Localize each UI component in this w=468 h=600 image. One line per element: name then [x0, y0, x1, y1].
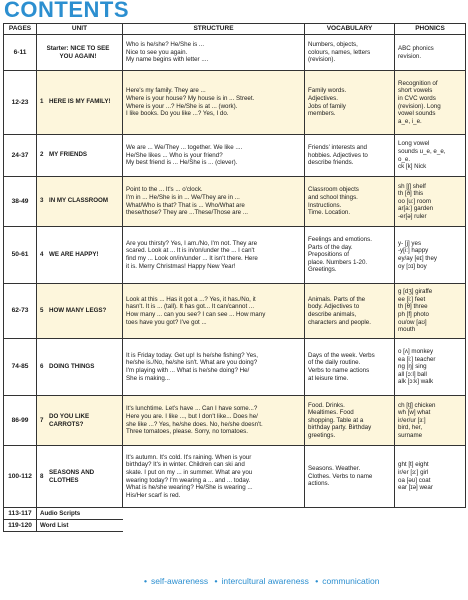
- vocabulary-line: hobbies. Adjectives to: [308, 151, 368, 159]
- unit-title: DO YOU LIKE CARROTS?: [49, 412, 90, 428]
- structure-line: Point to the ... It's ... o'clock.: [126, 186, 203, 194]
- phonics-cell: [395, 71, 466, 135]
- vocabulary-line: Family words.: [308, 87, 347, 95]
- vocabulary-line: Numbers, objects,: [308, 41, 358, 49]
- phonics-line: oa [əʊ] coat: [398, 476, 431, 484]
- vocabulary-cell: [305, 135, 395, 177]
- header-vocabulary: VOCABULARY: [305, 24, 395, 35]
- bullet-icon: •: [214, 576, 218, 586]
- phonics-line: ou/ow [aʊ]: [398, 318, 427, 326]
- structure-line: I'm in ... He/She is in ... We/They are in ...: [126, 193, 240, 201]
- phonics-line: ee [i:] feet: [398, 295, 426, 303]
- unit-number: 7: [40, 416, 44, 424]
- structure-cell: [123, 227, 305, 284]
- structure-line: Where is your house? My house is in ... Street.: [126, 94, 255, 102]
- skill-item: intercultural awareness: [221, 576, 309, 586]
- structure-line: find my ... Look on/in/under ... It isn't there. Here: [126, 255, 258, 262]
- vocabulary-line: characters and people.: [308, 318, 371, 326]
- vocabulary-cell: [305, 446, 395, 508]
- table-row: [4, 71, 466, 135]
- structure-cell: [123, 396, 305, 446]
- vocabulary-line: shopping. Table at a: [308, 416, 364, 424]
- structure-line: My name begins with letter ....: [126, 56, 209, 64]
- structure-line: Where is your ...? He/She is at ... (work).: [126, 102, 238, 110]
- phonics-line: th [ð] this: [398, 190, 424, 198]
- unit-title: MY FRIENDS: [49, 151, 88, 159]
- unit-number: 5: [40, 306, 44, 314]
- phonics-line: mouth: [398, 326, 416, 334]
- unit-cell: [37, 71, 123, 135]
- unit-number: 4: [40, 250, 44, 258]
- structure-line: toes have you got? I've got ...: [126, 318, 207, 326]
- phonics-line: ch [tʃ] chicken: [398, 401, 436, 409]
- structure-line: My best friend is ... He/She is ... (clever).: [126, 159, 238, 167]
- phonics-line: sounds u_e, e_e,: [398, 147, 446, 155]
- phonics-line: ng [ŋ] sing: [398, 363, 427, 371]
- unit-cell: [37, 227, 123, 284]
- vocabulary-line: Prepositions of: [308, 251, 349, 259]
- phonics-line: Long vowel: [398, 140, 430, 148]
- vocabulary-line: Feelings and emotions.: [308, 236, 372, 244]
- structure-line: Nice to see you again.: [126, 48, 188, 56]
- phonics-line: surname: [398, 431, 423, 439]
- unit-cell: [37, 339, 123, 396]
- structure-line: It's lunchtime. Let's have ... Can I have some...?: [126, 405, 258, 413]
- phonics-line: vowel sounds: [398, 110, 436, 118]
- unit-title: HOW MANY LEGS?: [49, 306, 107, 314]
- phonics-line: alk [ɔ:k] walk: [398, 378, 434, 386]
- structure-line: skate. I put on my ... in summer. What are you: [126, 468, 253, 476]
- phonics-line: ear [ɪə] wear: [398, 484, 433, 492]
- vocabulary-cell: [305, 284, 395, 339]
- structure-line: It's autumn. It's cold. It's raining. When is your: [126, 453, 252, 461]
- structure-cell: [123, 71, 305, 135]
- vocabulary-line: actions.: [308, 480, 330, 488]
- pages-cell: 50-61: [4, 227, 37, 284]
- phonics-line: -er[ə] ruler: [398, 212, 427, 220]
- header-phonics: PHONICS: [395, 24, 466, 35]
- vocabulary-line: of the daily routine.: [308, 359, 361, 367]
- pages-cell: 86-99: [4, 396, 37, 446]
- phonics-line: short vowels: [398, 87, 433, 95]
- table-row: [4, 35, 466, 71]
- structure-line: What is he/she wearing? He/She is wearing ...: [126, 484, 253, 492]
- unit-title: WE ARE HAPPY!: [49, 250, 99, 258]
- pages-cell: 74-85: [4, 339, 37, 396]
- skill-item: self-awareness: [150, 576, 209, 586]
- structure-cell: [123, 284, 305, 339]
- bullet-icon: •: [315, 576, 319, 586]
- unit-number: 6: [40, 362, 44, 370]
- phonics-line: ea [i:] teacher: [398, 355, 436, 363]
- vocabulary-line: Verbs to name actions: [308, 367, 370, 374]
- structure-line: these/those? They are ...These/Those are ...: [126, 209, 248, 217]
- phonics-line: ABC phonics: [398, 44, 434, 52]
- contents-table: [3, 23, 466, 532]
- pages-cell: 24-37: [4, 135, 37, 177]
- vocabulary-line: Days of the week. Verbs: [308, 351, 375, 359]
- vocabulary-line: Friends' interests and: [308, 144, 367, 152]
- structure-line: scared. Look at ... It is in/on/under the ... I can't: [126, 247, 255, 255]
- unit-cell: [37, 284, 123, 339]
- phonics-cell: [395, 446, 466, 508]
- vocabulary-line: Mealtimes. Food: [308, 409, 354, 417]
- extra-label: Audio Scripts: [37, 508, 123, 520]
- phonics-line: th [θ] three: [398, 303, 428, 311]
- vocabulary-line: Greetings.: [308, 266, 337, 274]
- unit-cell: [37, 396, 123, 446]
- bullet-icon: •: [144, 576, 147, 586]
- vocabulary-cell: [305, 35, 395, 71]
- phonics-line: oy [ɔɪ] boy: [398, 262, 427, 270]
- structure-line: Three tomatoes, please. Sorry, no tomatoes.: [126, 428, 248, 436]
- structure-line: How many ... can you see? I can see ... How many: [126, 311, 266, 318]
- vocabulary-line: Time. Location.: [308, 209, 351, 217]
- structure-line: it is. Merry Christmas! Happy New Year!: [126, 262, 236, 270]
- phonics-line: all [ɔ:l] ball: [398, 370, 427, 378]
- page-title: CONTENTS: [4, 0, 129, 22]
- phonics-line: ir/er/ur [ɜ:]: [398, 416, 426, 424]
- vocabulary-line: Classroom objects: [308, 186, 359, 194]
- phonics-line: Recognition of: [398, 79, 438, 87]
- vocabulary-line: describe friends.: [308, 159, 354, 167]
- vocabulary-line: and school things.: [308, 193, 358, 201]
- phonics-line: o_e.: [398, 155, 411, 163]
- structure-line: What/Who is that? That is ... Who/What are: [126, 201, 245, 209]
- structure-line: he/she is./No, he/she isn't. What are you doing?: [126, 359, 258, 367]
- vocabulary-line: greetings.: [308, 431, 336, 439]
- table-row: [4, 446, 466, 508]
- vocabulary-cell: [305, 71, 395, 135]
- unit-number: 1: [40, 98, 44, 106]
- phonics-line: a_e, i_e.: [398, 117, 422, 125]
- structure-line: We are ... We/They ... together. We like ....: [126, 144, 243, 152]
- unit-number: 2: [40, 151, 44, 159]
- table-row: [4, 284, 466, 339]
- structure-line: wearing today? I'm wearing a ... and ... today.: [126, 476, 251, 484]
- structure-line: She is making...: [126, 374, 171, 382]
- phonics-line: ey/ay [eɪ] they: [398, 255, 438, 262]
- structure-line: Here's my family. They are ...: [126, 87, 206, 95]
- phonics-cell: [395, 396, 466, 446]
- vocabulary-line: (revision).: [308, 56, 336, 64]
- phonics-line: (revision). Long: [398, 102, 441, 110]
- structure-line: I'm playing with ... What is he/she doing? He/: [126, 367, 250, 374]
- table-header-row: [4, 24, 466, 35]
- pages-cell: 6-11: [4, 35, 37, 71]
- vocabulary-line: describe animals,: [308, 311, 357, 318]
- unit-title: SEASONS AND CLOTHES: [49, 468, 95, 484]
- vocabulary-line: place. Numbers 1-20.: [308, 258, 368, 266]
- phonics-cell: [395, 35, 466, 71]
- structure-line: Are you thirsty? Yes, I am./No, I'm not. They are: [126, 239, 258, 247]
- phonics-line: ph [f] photo: [398, 311, 429, 318]
- skill-item: communication: [322, 576, 380, 586]
- table-row: [4, 339, 466, 396]
- phonics-line: sh [ʃ] shelf: [398, 182, 426, 190]
- phonics-line: oo [u:] room: [398, 197, 432, 205]
- header-structure: STRUCTURE: [123, 24, 305, 35]
- vocabulary-line: members.: [308, 110, 336, 118]
- vocabulary-cell: [305, 177, 395, 227]
- structure-cell: [123, 177, 305, 227]
- blank-area: [123, 508, 466, 532]
- structure-line: birthday? It's in winter. Children can ski and: [126, 461, 245, 469]
- vocabulary-line: body. Adjectives to: [308, 303, 360, 311]
- pages-cell: 100-112: [4, 446, 37, 508]
- unit-number: 8: [40, 472, 44, 480]
- phonics-line: ck [k] Nick: [398, 163, 427, 171]
- skills-strip: [140, 576, 466, 590]
- vocabulary-line: Clothes. Verbs to name: [308, 472, 373, 480]
- structure-line: I like books. Do you like ...? Yes, I do.: [126, 110, 229, 118]
- phonics-cell: [395, 339, 466, 396]
- phonics-line: revision.: [398, 52, 422, 60]
- vocabulary-line: Instructions.: [308, 201, 342, 209]
- structure-line: He/She likes ... Who is your friend?: [126, 151, 223, 159]
- table-row: [4, 396, 466, 446]
- phonics-line: ar[a:] garden: [398, 205, 434, 213]
- structure-line: Look at this ... Has it got a ...? Yes, it has./No, it: [126, 295, 256, 303]
- unit-title: HERE IS MY FAMILY!: [49, 98, 111, 106]
- unit-cell: [37, 135, 123, 177]
- phonics-line: g [dʒ] giraffe: [398, 288, 433, 296]
- vocabulary-cell: [305, 396, 395, 446]
- phonics-cell: [395, 177, 466, 227]
- unit-title: DOING THINGS: [49, 362, 95, 370]
- phonics-line: ir/er [ɜ:] girl: [398, 468, 429, 476]
- structure-line: hasn't. It is ... (tall). It has got... It can/cannot ...: [126, 303, 255, 311]
- structure-line: Who is he/she? He/She is ...: [126, 41, 205, 49]
- phonics-line: y- [j] yes: [398, 239, 422, 247]
- vocabulary-line: Animals. Parts of the: [308, 295, 366, 303]
- unit-cell: [37, 35, 123, 71]
- pages-cell: 62-73: [4, 284, 37, 339]
- table-row: [4, 227, 466, 284]
- vocabulary-line: birthday party. Birthday: [308, 424, 372, 432]
- table-row: [4, 177, 466, 227]
- unit-number: 3: [40, 197, 44, 205]
- structure-line: she like ...? Yes, he/she does. No, he/she doesn't.: [126, 420, 263, 428]
- phonics-line: ght [t] eight: [398, 461, 429, 469]
- phonics-line: wh [w] what: [398, 409, 431, 417]
- vocabulary-cell: [305, 339, 395, 396]
- structure-cell: [123, 35, 305, 71]
- unit-title: IN MY CLASSROOM: [49, 197, 109, 205]
- header-pages: PAGES: [4, 24, 37, 35]
- phonics-cell: [395, 227, 466, 284]
- pages-cell: 119-120: [4, 520, 37, 532]
- pages-cell: 12-23: [4, 71, 37, 135]
- vocabulary-line: Seasons. Weather.: [308, 465, 361, 473]
- vocabulary-line: Adjectives.: [308, 94, 338, 102]
- vocabulary-line: Food. Drinks.: [308, 401, 345, 409]
- vocabulary-line: at leisure time.: [308, 374, 349, 382]
- phonics-cell: [395, 135, 466, 177]
- extra-label: Word List: [37, 520, 123, 532]
- pages-cell: 113-117: [4, 508, 37, 520]
- phonics-line: o [ʌ] monkey: [398, 348, 434, 356]
- phonics-line: bird, her,: [398, 424, 423, 432]
- unit-cell: [37, 446, 123, 508]
- vocabulary-line: Jobs of family: [308, 102, 346, 110]
- structure-line: His/Her scarf is red.: [126, 491, 181, 499]
- vocabulary-line: Parts of the day.: [308, 243, 353, 251]
- unit-title: Starter: NICE TO SEE YOU AGAIN!: [46, 44, 110, 60]
- structure-cell: [123, 339, 305, 396]
- phonics-line: -y[i:] happy: [398, 247, 429, 255]
- unit-cell: [37, 177, 123, 227]
- structure-line: It is Friday today. Get up! Is he/she fishing? Yes,: [126, 351, 258, 359]
- phonics-cell: [395, 284, 466, 339]
- structure-cell: [123, 135, 305, 177]
- structure-line: Here you are. I like ..., but I don't like... Does he/: [126, 412, 258, 420]
- structure-cell: [123, 446, 305, 508]
- phonics-line: in CVC words: [398, 94, 436, 102]
- header-unit: UNIT: [37, 24, 123, 35]
- pages-cell: 38-49: [4, 177, 37, 227]
- table-row-audio-scripts: [4, 508, 466, 520]
- table-row: [4, 135, 466, 177]
- vocabulary-cell: [305, 227, 395, 284]
- vocabulary-line: colours, names, letters: [308, 48, 371, 56]
